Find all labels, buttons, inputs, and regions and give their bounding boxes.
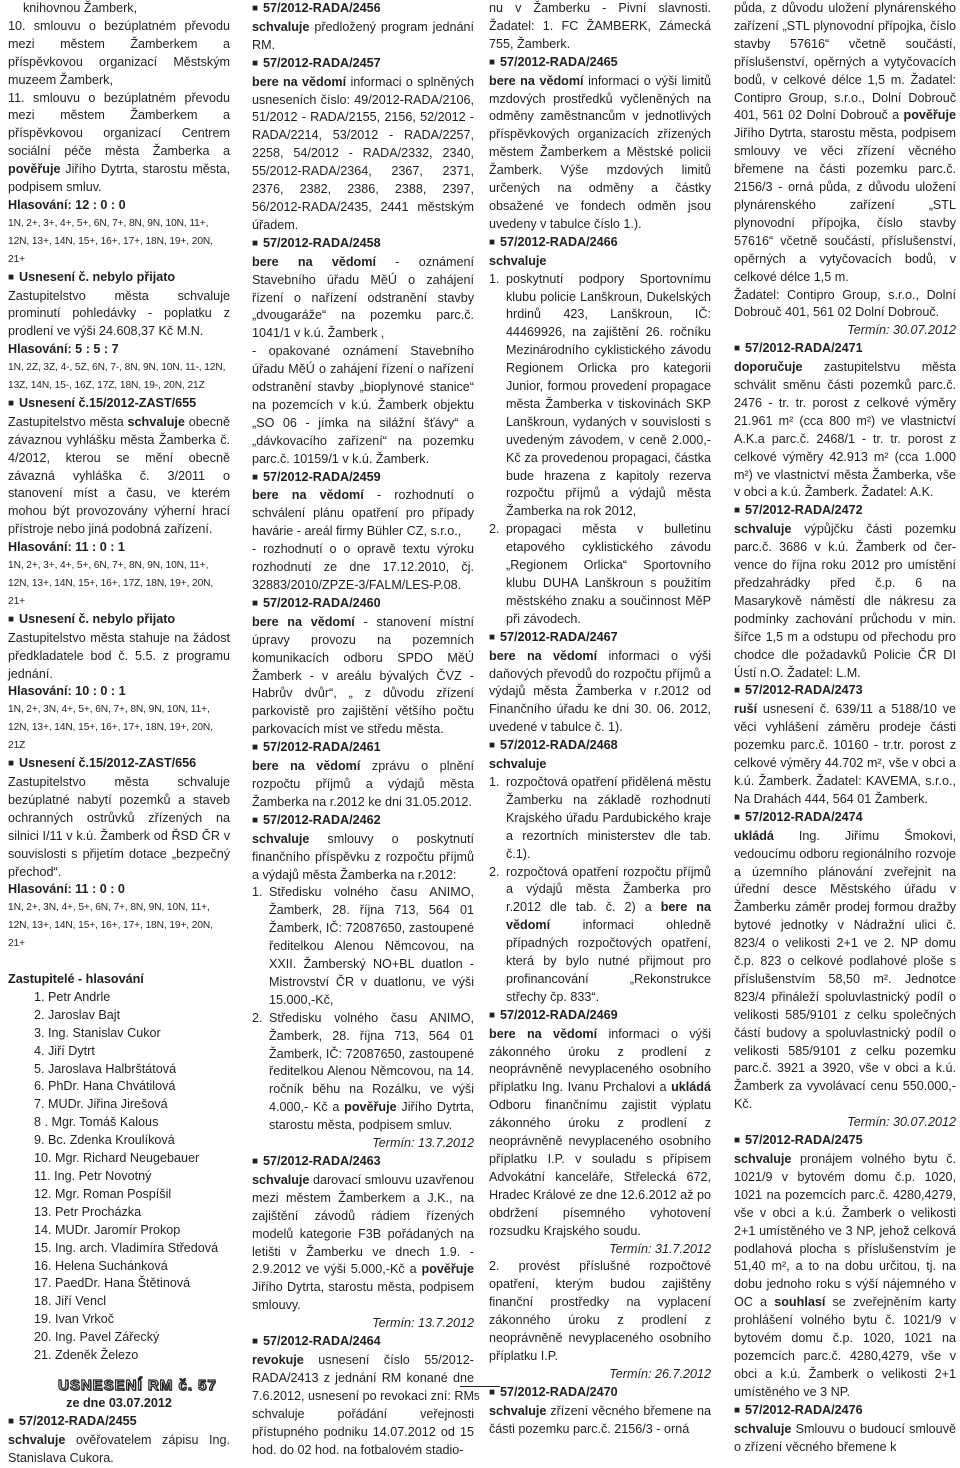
vote-detail: 1N, 2+, 3+, 4+, 5+, 6N, 7+, 8N, 9N, 10N, 11+, 12N, 13+, 14N, 15+, 16+, 17Z, 18N, 19+, 20N, 21+ [8,560,214,607]
bullet-square-icon: ■ [252,742,259,754]
bullet-square-icon: ■ [252,1336,259,1348]
resolution-text: Zastupitelstvo města schvaluje prominutí pohledávky - poplatku z prodlení ve výši 24.608,37 Kč M.N. [8,288,230,339]
resolution-text: ukládá Ing. Jiřímu Šmokovi, vedoucímu odboru regionálního rozvoje a územního plánování zveřejnit na úřední desce Městského úřadu v Žamberku záměr prodej formou dražby bytové jednotky v Nádražní ulici č. 823/4 o velikosti 2+1 ve 2. NP domu č.p. 823 o celkové podlahové ploše s příslušenstvím 58,50 m². Jednotce 823/4 přináleží spoluvlastnický podíl o velikosti 585/9101 z celku společných částí budovy a spoluvlastnický podíl o velikosti 585/9101 z celku pozemku parc.č. 3921 a 3920, vše v obci a k.ú. Žamberk za vyvolávací cenu 550.000,- Kč. [734,828,957,1112]
rm-title: USNESENÍ RM č. 57 [58,1376,217,1394]
member-item: 10. Mgr. Richard Neugebauer [34,1151,200,1166]
bullet-square-icon: ■ [252,597,259,609]
list-item: rozpočtová opatření přidělená městu Žamberku na základě rozhodnutí Krajského úřadu Pardubického kraje a rezortních ministerstev dle tab. č.1). [506,774,711,861]
members-list [8,989,230,1365]
resolution-text: bere na vědomí zprávu o plnění rozpočtu příjmů a výdajů města Žamberka na r.2012 ke dni 31.05.2012. [252,759,474,809]
member-item: 21. Zdeněk Železo [34,1348,139,1363]
resolution-title: ■ Usnesení č.15/2012-ZAST/656 [8,756,197,771]
member-item: 20. Ing. Pavel Zářecký [34,1330,160,1345]
column-3: nu v Žamberku - Pivní slavnosti. Žadatel: 1. FC ŽAMBERK, Zámecká 755, Žamberk. ■ 57/2012-RADA/2465 bere na vědomí informaci o výši limitů mzdových prostředků vyčleněných na odměny zaměstnancům v jednotlivých příspěvkových organizacích zřízených městem Žamberkem a Městské policii Žamberk. Výše mzdových limitů určených na odměny a částky obsažené ve fondech odměn jsou uvedeny v tabulce číslo 1.). ■ 57/2012-RADA/2466 schvaluje 1. poskytnutí podpory Sportovnímu klubu policie Lanškroun, Dukelských hrdinů 423, Lanškroun, IČ: 44469926, na zajištění 26. ročníku Mezinárodního cyklistického závodu Regionem Orlicka pro kategorii Junior, formou provedení propagace města Žamberka v tiskovinách SKP Lanškroun, vydaných v souvislosti s uvedeným závodem, v ceně 2.000,- Kč za provedenou propagaci, částka bude hrazena z kapitoly rezerva rozpočtu příjmů a výdajů města Žamberka na rok 2012, 2. propagaci města v bulletinu etapového cyklistického závodu „Regionem Orlicka“ Sportovního klubu DUHA Lanškroun s použitím městského znaku a součinnost MěP při závodech. ■ 57/2012-RADA/2467 bere na vědomí informaci o výši daňových převodů do rozpočtu příjmů a výdajů města Žamberka v r.2012 od Finančního úřadu ke dni 30. 06. 2012, uvedené v tabulce č. 1). ■ 57/2012-RADA/2468 schvaluje 1. rozpočtová opatření přidělená městu Žamberku na základě rozhodnutí Krajského úřadu Pardubického kraje a rezortních ministerstev dle tab. č.1). 2. rozpočtová opatření rozpočtu příjmů a výdajů města Žamberka pro r.2012 dle tab. č. 2) a bere na vědomí informaci ohledně případných rozpočtových opatření, která by bylo nutné přijmout pro profinancování „Rekonstrukce střechy čp. 833“. ■ 57/2012-RADA/2469 bere na vědomí informaci o výši zákonného úroku z prodlení z neoprávněně nevyplaceného osobního příplatku Ing. Ivanu Prchalovi a ukládá Odboru finančnímu zajistit výplatu zákonného úroku z prodlení z neoprávněně nevyplaceného osobního příplatku I.P. v souladu s přípisem Advokátní kanceláře, Střelecká 672, Hradec Králové ze dne 12.6.2012 až po obdržení písemného vyhotovení rozsudku Krajského soudu. Termín: 31.7.2012 2. provést příslušné rozpočtové opatření, kterým budou zajištěny finanční prostředky na vyplacení zákonného úroku z prodlení z neoprávněně nevyplaceného osobního příplatku I.P. Termín: 26.7.2012 ■ 57/2012-RADA/2470 schvaluje zřízení věcného břemene na části pozemku parc.č. 2156/3 - orná [489,0,711,1439]
resolution-title: ■ 57/2012-RADA/2470 [489,1384,618,1399]
resolution-title: ■ 57/2012-RADA/2457 [252,55,381,70]
resolution-text: schvaluje předložený program jednání RM. [252,19,474,52]
resolution-text: Zastupitelstvo města schvaluje obecně závaznou vyhlášku města Žamberka č. 4/2012, kterou se mění obecně závazná vyhláška č. 3/2011 o stanovení míst a času, ve kterém mohou být provozovány výherní hrací přístroje nebo jiná podobná zařízení. [8,414,231,537]
resolution-text: revokuje usnesení číslo 55/2012-RADA/2413 z jednání RM konané dne 7.6.2012, usnesení po revokaci zní: RM schvaluje pořádání veřejnosti přístupného podniku 14.07.2012 od 15 hod. do 02 hod. na fotbalovém stadio- [252,1352,474,1457]
resolution-text: - opakované oznámení Stavebního úřadu MěÚ o zahájení řízení o nařízení odstranění stavby „bioplynové stanice“ na pozemcích v k.ú. Žamberk objektu „SO 06 - jímka na silážní šťávy“ a „dávkovacího zařízení“ na pozemku parc.č. 10159/1 v k.ú. Žamberk. [252,344,474,466]
deadline: Termín: 26.7.2012 [609,1366,711,1381]
resolution-verb: schvaluje [489,757,547,772]
intro-text: knihovnou Žamberk, [23,1,138,15]
bullet-square-icon: ■ [252,237,259,249]
resolution-text: Zastupitelstvo města schvaluje bezúplatné nabytí pozemků a staveb ochranných ostrůvků zřízených na silnici I/11 v k.ú. Žamberk od ŘSD ČR v souvislosti s přijetím dotace „bezpečný přechod“. [8,774,230,879]
member-item: 12. Mgr. Roman Pospíšil [34,1186,172,1201]
member-item: 18. Jiří Vencl [34,1294,107,1309]
vote-detail: 1N, 2Z, 3Z, 4-, 5Z, 6N, 7-, 8N, 9N, 10N, 11-, 12N, 13Z, 14N, 15-, 16Z, 17Z, 18N, 19-, 20N, 21Z [8,362,226,392]
intro-text: nu v Žamberku - Pivní slavnosti. Žadatel: 1. FC ŽAMBERK, Zámecká 755, Žamberk. [489,1,711,51]
bullet-square-icon: ■ [489,56,496,68]
resolution-text: bere na vědomí informaci o výši limitů mzdových prostředků vyčleněných na odměny zaměstnancům v jednotlivých příspěvkových organizacích zřízených městem Žamberkem a Městské policii Žamberk. Výše mzdových limitů určených na odměny a částky obsažené ve fondech odměn jsou uvedeny v tabulce číslo 1.). [489,73,712,231]
members-title: Zastupitelé - hlasování [8,972,144,987]
bullet-square-icon: ■ [8,271,15,283]
resolution-text: schvaluje Smlouvu o budoucí smlouvě o zřízení věcného břemene k [734,1421,956,1454]
resolution-title: ■ 57/2012-RADA/2474 [734,809,863,824]
resolution-text: schvaluje darovací smlouvu uzavřenou mezi městem Žamberkem a J.K., na zajištění závodů rádiem řízených modelů kategorie F3B pořádaných na letišti v Žamberku ve dnech 1.9. - 2.9.2012 ve výši 5.000,-Kč a pověřuje Jiřího Dytrta, starostu města, podpisem smlouvy. [252,1172,475,1313]
bullet-square-icon: ■ [489,740,496,752]
resolution-text: schvaluje pronájem volného bytu č. 1021/9 v bytovém domu č.p. 1020, 1021 na pozemcích parc.č. 4280,4279, vše v obci a k.ú. Žamberk o velikosti 2+1 umístěného ve 3 NP, jehož celková podlahová plocha s příslušenstvím je 51,40 m², a to na dobu určitou, tj. na dobu jednoho roku s výší nájemného v OC a souhlasí se zveřejněním karty prohlášení volného bytu č. 1021/9 v bytovém domu č.p. 1020, 1021 na pozemcích parc.č. 4280,4279, vše v obci a k.ú. Žamberk o velikosti 2+1 umístěného ve 3 NP. [734,1152,957,1399]
vote-title: Hlasování: 11 : 0 : 0 [8,882,125,897]
member-item: 8 . Mgr. Tomáš Kalous [34,1115,159,1130]
resolution-title: ■ Usnesení č. nebylo přijato [8,269,176,284]
resolution-text: 2. provést příslušné rozpočtové opatření, kterým budou zajištěny finanční prostředky na vyplacení zákonného úroku z prodlení z neoprávněně nevyplaceného osobního příplatku I.P. [489,1259,711,1363]
bullet-square-icon: ■ [252,57,259,69]
bullet-square-icon: ■ [734,685,741,697]
member-item: 9. Bc. Zdenka Kroulíková [34,1133,175,1148]
bullet-square-icon: ■ [734,343,741,355]
rm-date: ze dne 03.07.2012 [66,1395,172,1410]
resolution-title: ■ 57/2012-RADA/2466 [489,234,618,249]
resolution-text: schvaluje výpůjčku části pozemku parc.č. 3686 v k.ú. Žamberk od čer-vence do října roku 2012 pro umístění předzahrádky před č.p. 6 na Masarykově náměstí dle nákresu za podmínky zachování průchodu v min. šířce 1,5 m a odstupu od přechodu pro chodce dle požadavků Policie ČR DI Ústí n.O. Žadatel: L.M. [734,522,957,680]
vote-title: Hlasování: 12 : 0 : 0 [8,197,126,212]
page-number-rule [460,1386,500,1387]
vote-title: Hlasování: 10 : 0 : 1 [8,684,126,699]
list-item: poskytnutí podpory Sportovnímu klubu policie Lanškroun, Dukelských hrdinů 423, Lanškroun, IČ: 44469926, na zajištění 26. ročníku Mezinárodního cyklistického závodu Regionem Orlicka pro kategorii Junior, formou provedení propagace města Žamberka v tiskovinách SKP Lanškroun, vydaných v souvislosti s uvedeným závodem, v ceně 2.000,- Kč za provedenou propagaci, částka bude hrazena z kapitoly rezerva rozpočtu příjmů a výdajů města Žamberka na rok 2012, [506,271,711,519]
resolution-title: ■ 57/2012-RADA/2462 [252,812,381,827]
member-item: 16. Helena Suchánková [34,1258,168,1273]
vote-title: Hlasování: 11 : 0 : 1 [8,540,125,555]
deadline: Termín: 31.7.2012 [609,1241,711,1256]
vote-title: Hlasování: 5 : 5 : 7 [8,342,119,357]
bullet-square-icon: ■ [734,505,741,517]
column-2: ■ 57/2012-RADA/2456 schvaluje předložený program jednání RM. ■ 57/2012-RADA/2457 bere na vědomí informaci o splněných usneseních číslo: 49/2012-RADA/2106, 51/2012 - RADA/2155, 2156, 52/2012 - RADA/2214, 53/2012 - RADA/2257, 2258, 54/2012 - RADA/2332, 2340, 55/2012-RADA/2364, 2367, 2371, 2376, 2382, 2386, 2388, 2397, 56/2012-RADA/2435, 2441 městským úřadem. ■ 57/2012-RADA/2458 bere na vědomí - oznámení Stavebního úřadu MěÚ o zahájení řízení o nařízení odstranění stavby „dvougaráže“ na pozemku parc.č. 1041/1 v k.ú. Žamberk , - opakované oznámení Stavebního úřadu MěÚ o zahájení řízení o nařízení odstranění stavby „bioplynové stanice“ na pozemcích v k.ú. Žamberk objektu „SO 06 - jímka na silážní šťávy“ a „dávkovacího zařízení“ na pozemku parc.č. 10159/1 v k.ú. Žamberk. ■ 57/2012-RADA/2459 bere na vědomí - rozhodnutí o schválení plánu opatření pro případy havárie - areál firmy Bühler CZ, s.r.o., - rozhodnutí o o opravě textu výroku rozhodnutí ze dne 17.12.2010, čj. 32883/2010/ZPZE-3/FALM/LES-P.08. ■ 57/2012-RADA/2460 bere na vědomí - stanovení místní úpravy provozu na pozemních komunikacích odboru SPDO MěÚ Žamberk - v areálu bývalých ČVZ - Habrův dvůr“, „ z důvodu zřízení parkovistě pro zajištění většího počtu parkovacích míst ve středu města. ■ 57/2012-RADA/2461 bere na vědomí zprávu o plnění rozpočtu příjmů a výdajů města Žamberka na r.2012 ke dni 31.05.2012. ■ 57/2012-RADA/2462 schvaluje smlouvy o poskytnutí finančního příspěvku z rozpočtu příjmů a výdajů města Žamberka na r.2012: 1. Středisku volného času ANIMO, Žamberk, 28. října 713, 564 01 Žamberk, IČ: 72087650, zastoupené ředitelkou Alenou Němcovou, na XXII. Žamberský NO+BL duatlon - Mistrovství ČR v duatlonu, ve výši 15.000,-Kč, 2. Středisku volného času ANIMO, Žamberk, 28. října 713, 564 01 Žamberk, IČ: 72087650, zastoupené ředitelkou Alenou Němcovou, na 14. ročník běhu na Rozálku, ve výši 4.000,- Kč a pověřuje Jiřího Dytrta, starostu města, podpisem smluv. Termín: 13.7.2012 ■ 57/2012-RADA/2463 schvaluje darovací smlouvu uzavřenou mezi městem Žamberkem a J.K., na zajištění závodů rádiem řízených modelů kategorie F3B pořádaných na letišti v Žamberku ve dnech 1.9. - 2.9.2012 ve výši 5.000,-Kč a pověřuje Jiřího Dytrta, starostu města, podpisem smlouvy. Termín: 13.7.2012 ■ 57/2012-RADA/2464 revokuje usnesení číslo 55/2012-RADA/2413 z jednání RM konané dne 7.6.2012, usnesení po revokaci zní: RM schvaluje pořádání veřejnosti přístupného podniku 14.07.2012 od 15 hod. do 02 hod. na fotbalovém stadio- [252,0,474,1459]
member-item: 5. Jaroslava Halbrštátová [34,1061,177,1076]
member-item: 13. Petr Procházka [34,1204,142,1219]
resolution-title: ■ 57/2012-RADA/2459 [252,469,381,484]
resolution-text: bere na vědomí informaci o výši zákonného úroku z prodlení z neoprávněně nevyplaceného osobního příplatku Ing. Ivanu Prchalovi a ukládá Odboru finančnímu zajistit výplatu zákonného úroku z prodlení z neoprávněně nevyplaceného osobního příplatku I.P. v souladu s přípisem Advokátní kanceláře, Střelecká 672, Hradec Králové ze dne 12.6.2012 až po obdržení písemného vyhotovení rozsudku Krajského soudu. [489,1026,712,1238]
bullet-square-icon: ■ [252,814,259,826]
resolution-title: ■ Usnesení č. nebylo přijato [8,611,176,626]
resolution-title: ■ 57/2012-RADA/2475 [734,1133,863,1148]
member-item: 17. PaedDr. Hana Štětinová [34,1276,191,1291]
deadline: Termín: 30.07.2012 [847,1115,956,1130]
member-item: 4. Jiří Dytrt [34,1043,95,1058]
bullet-square-icon: ■ [734,811,741,823]
resolution-text: schvaluje smlouvy o poskytnutí finančního příspěvku z rozpočtu příjmů a výdajů města Žamberka na r.2012: [252,831,474,882]
resolution-title: ■ 57/2012-RADA/2476 [734,1402,863,1417]
member-item: 2. Jaroslav Bajt [34,1007,121,1022]
member-item: 1. Petr Andrle [34,989,111,1004]
member-item: 7. MUDr. Jiřina Jirešová [34,1097,168,1112]
resolution-title: ■ 57/2012-RADA/2468 [489,738,618,753]
bullet-square-icon: ■ [489,236,496,248]
member-item: 11. Ing. Petr Novotný [34,1169,152,1183]
bullet-square-icon: ■ [252,1156,259,1167]
member-item: 14. MUDr. Jaromír Prokop [34,1222,181,1237]
resolution-title: ■ 57/2012-RADA/2455 [8,1413,137,1428]
bullet-square-icon: ■ [734,1404,741,1416]
resolution-title: ■ 57/2012-RADA/2460 [252,595,381,610]
list-item: propagaci města v bulletinu etapového cyklistického závodu „Regionem Orlicka“ Sportovního klubu DUHA Lanškroun s použitím městského znaku a součinnost MěP při závodech. [506,522,711,626]
bullet-square-icon: ■ [252,3,259,14]
resolution-text: schvaluje zřízení věcného břemene na části pozemku parc.č. 2156/3 - orná [489,1403,711,1436]
resolution-title: ■ 57/2012-RADA/2463 [252,1154,381,1168]
bullet-square-icon: ■ [489,631,496,643]
deadline: Termín: 13.7.2012 [372,1136,474,1151]
bullet-square-icon: ■ [734,1135,741,1147]
list-item: 10. smlouvu o bezúplatném převodu mezi městem Žamberkem a příspěvkovou organizací Městským muzeem Žamberk, [8,18,230,87]
resolution-title: ■ 57/2012-RADA/2471 [734,341,863,356]
resolution-title: ■ Usnesení č.15/2012-ZAST/655 [8,395,197,410]
resolution-title: ■ 57/2012-RADA/2473 [734,683,863,698]
member-item: 19. Ivan Vrkoč [34,1312,115,1327]
member-item: 6. PhDr. Hana Chvátilová [34,1079,176,1094]
bullet-square-icon: ■ [8,613,15,625]
column-4 [734,0,956,1456]
vote-detail: 1N, 2+, 3N, 4+, 5+, 6N, 7+, 8N, 9N, 10N, 11+, 12N, 13+, 14N, 15+, 16+, 17+, 18N, 19+, 20N, 21+ [8,902,213,950]
list-item: rozpočtová opatření rozpočtu příjmů a výdajů města Žamberka pro r.2012 dle tab. č. 2) a bere na vědomí informaci ohledně případných rozpočtových opatření, která by bylo nutné přijmout pro profinancování „Rekonstrukce střechy čp. 833“. [506,864,711,1004]
resolution-title: ■ 57/2012-RADA/2465 [489,54,618,69]
bullet-square-icon: ■ [252,471,259,483]
column-1 [8,0,230,1468]
resolution-text: - rozhodnutí o o opravě textu výroku rozhodnutí ze dne 17.12.2010, čj. 32883/2010/ZPZE-3/FALM/LES-P.08. [252,542,474,592]
resolution-text: bere na vědomí - stanovení místní úpravy provozu na pozemních komunikacích odboru SPDO MěÚ Žamberk - v areálu bývalých ČVZ - Habrův dvůr“, „ z důvodu zřízení parkovistě pro zajištění většího počtu parkovacích míst ve středu města. [252,614,474,737]
bullet-square-icon: ■ [489,1386,496,1398]
vote-detail: 1N, 2+, 3N, 4+, 5+, 6N, 7+, 8N, 9N, 10N, 11+, 12N, 13+, 14N, 15+, 16+, 17+, 18N, 19+, 20N, 21Z [8,704,213,752]
member-item: 15. Ing. arch. Vladimíra Středová [34,1240,219,1255]
bullet-square-icon: ■ [489,1009,496,1021]
bullet-square-icon: ■ [8,1415,15,1427]
bullet-square-icon: ■ [8,397,15,409]
resolution-title: ■ 57/2012-RADA/2456 [252,1,381,15]
resolution-text: ruší usnesení č. 639/11 a 5188/10 ve věci vyhlášení záměru prodeje části pozemku parc.č. 10160 - tr.tr. porost z celkové výměry 44.702 m², vše v obci a k.ú. Žamberk. Žadatel: KAVEMA, s.r.o., Na Drahách 444, 564 01 Žamberk. [734,702,956,806]
resolution-text: Zastupitelstvo města stahuje na žádost předkladatele bod č. 5.5. z programu jednání. [8,630,230,681]
page-number: 5 [474,1392,480,1403]
deadline: Termín: 13.7.2012 [372,1316,474,1331]
resolution-title: ■ 57/2012-RADA/2458 [252,235,381,250]
vote-detail: 1N, 2+, 3+, 4+, 5+, 6N, 7+, 8N, 9N, 10N, 11+, 12N, 13+, 14N, 15+, 16+, 17+, 18N, 19+, 20N, 21+ [8,217,213,265]
list-item: Středisku volného času ANIMO, Žamberk, 28. října 713, 564 01 Žamberk, IČ: 72087650, zastoupené ředitelkou Alenou Němcovou, na 14. ročník běhu na Rozálku, ve výši 4.000,- Kč a pověřuje Jiřího Dytrta, starostu města, podpisem smluv. [269,1010,475,1133]
deadline: Termín: 30.07.2012 [847,323,956,338]
intro-text: půda, z důvodu uložení plynárenského zařízení „STL plynovodní přípojka, číslo stavby 57616“ včetně součástí, příslušenství, opěrných a vytyčovacích bodů, v celkové délce 1,5 m. Žadatel: Contipro Group, s.r.o., Dolní Dobrouč 401, 561 02 Dolní Dobrouč a pověřuje Jiřího Dytrta, starostu města, podpisem smlouvy ve věci zřízení věcného břemene na části pozemku parc.č. 2156/3 - orná půda, z důvodu uložení plynárenského zařízení „STL plynovodní přípojka, číslo stavby 57616“ včetně součástí, příslušenství, opěrných a vytyčovacích bodů, v celkové délce 1,5 m. [734,1,956,284]
resolution-title: ■ 57/2012-RADA/2467 [489,629,618,644]
resolution-text: doporučuje zastupitelstvu města schválit směnu části pozemků parc.č. 2476 - tr. tr. porost z celkové výměry 21.961 m² (cca 800 m²) ve vlastnictví A.K.a parc.č. 2468/1 - tr. tr. porost z celkové výměry 42.913 m² (cca 1.000 m²) ve vlastnictví města Žamberka, vše v obci a k.ú. Žamberk. Žadatel: A.K. [734,360,956,500]
resolution-title: ■ 57/2012-RADA/2464 [252,1334,381,1349]
resolution-text: bere na vědomí informaci o výši daňových převodů do rozpočtu příjmů a výdajů města Žamberka v r.2012 od Finančního úřadu ke dni 30. 06. 2012, uvedené v tabulce č. 1). [489,648,712,735]
list-item: 11. smlouvu o bezúplatném převodu mezi městem Žamberkem a příspěvkovou organizací Centrem sociální péče města Žamberka a pověřuje Jiřího Dytrta, starostu města, podpisem smluv. [8,90,230,195]
bullet-square-icon: ■ [8,758,15,770]
resolution-title: ■ 57/2012-RADA/2472 [734,503,863,518]
list-item: Středisku volného času ANIMO, Žamberk, 28. října 713, 564 01 Žamberk, IČ: 72087650, zastoupené ředitelkou Alenou Němcovou, na XXII. Žamberský NO+BL duatlon - Mistrovství ČR v duatlonu, ve výši 15.000,-Kč, [269,885,474,1007]
member-item: 3. Ing. Stanislav Cukor [34,1025,161,1040]
resolution-text: bere na vědomí - oznámení Stavebního úřadu MěÚ o zahájení řízení o nařízení odstranění stavby „dvougaráže“ na pozemku parc.č. 1041/1 v k.ú. Žamberk , [252,254,475,341]
resolution-verb: schvaluje [489,253,547,268]
resolution-title: ■ 57/2012-RADA/2469 [489,1007,618,1022]
intro-text: Žadatel: Contipro Group, s.r.o., Dolní Dobrouč 401, 561 02 Dolní Dobrouč. [734,287,956,320]
resolution-text: bere na vědomí informaci o splněných usneseních číslo: 49/2012-RADA/2106, 51/2012 - RADA/2155, 2156, 52/2012 - RADA/2214, 53/2012 - RADA/2257, 2258, 54/2012 - RADA/2332, 2340, 55/2012-RADA/2364, 2367, 2371, 2376, 2382, 2386, 2388, 2397, 56/2012-RADA/2435, 2441 městským úřadem. [252,74,474,232]
resolution-text: bere na vědomí - rozhodnutí o schválení plánu opatření pro případy havárie - areál firmy Bühler CZ, s.r.o., [252,488,475,539]
resolution-text: schvaluje ověřovatelem zápisu Ing. Stanislava Cukora. [8,1432,230,1465]
resolution-title: ■ 57/2012-RADA/2461 [252,740,381,755]
